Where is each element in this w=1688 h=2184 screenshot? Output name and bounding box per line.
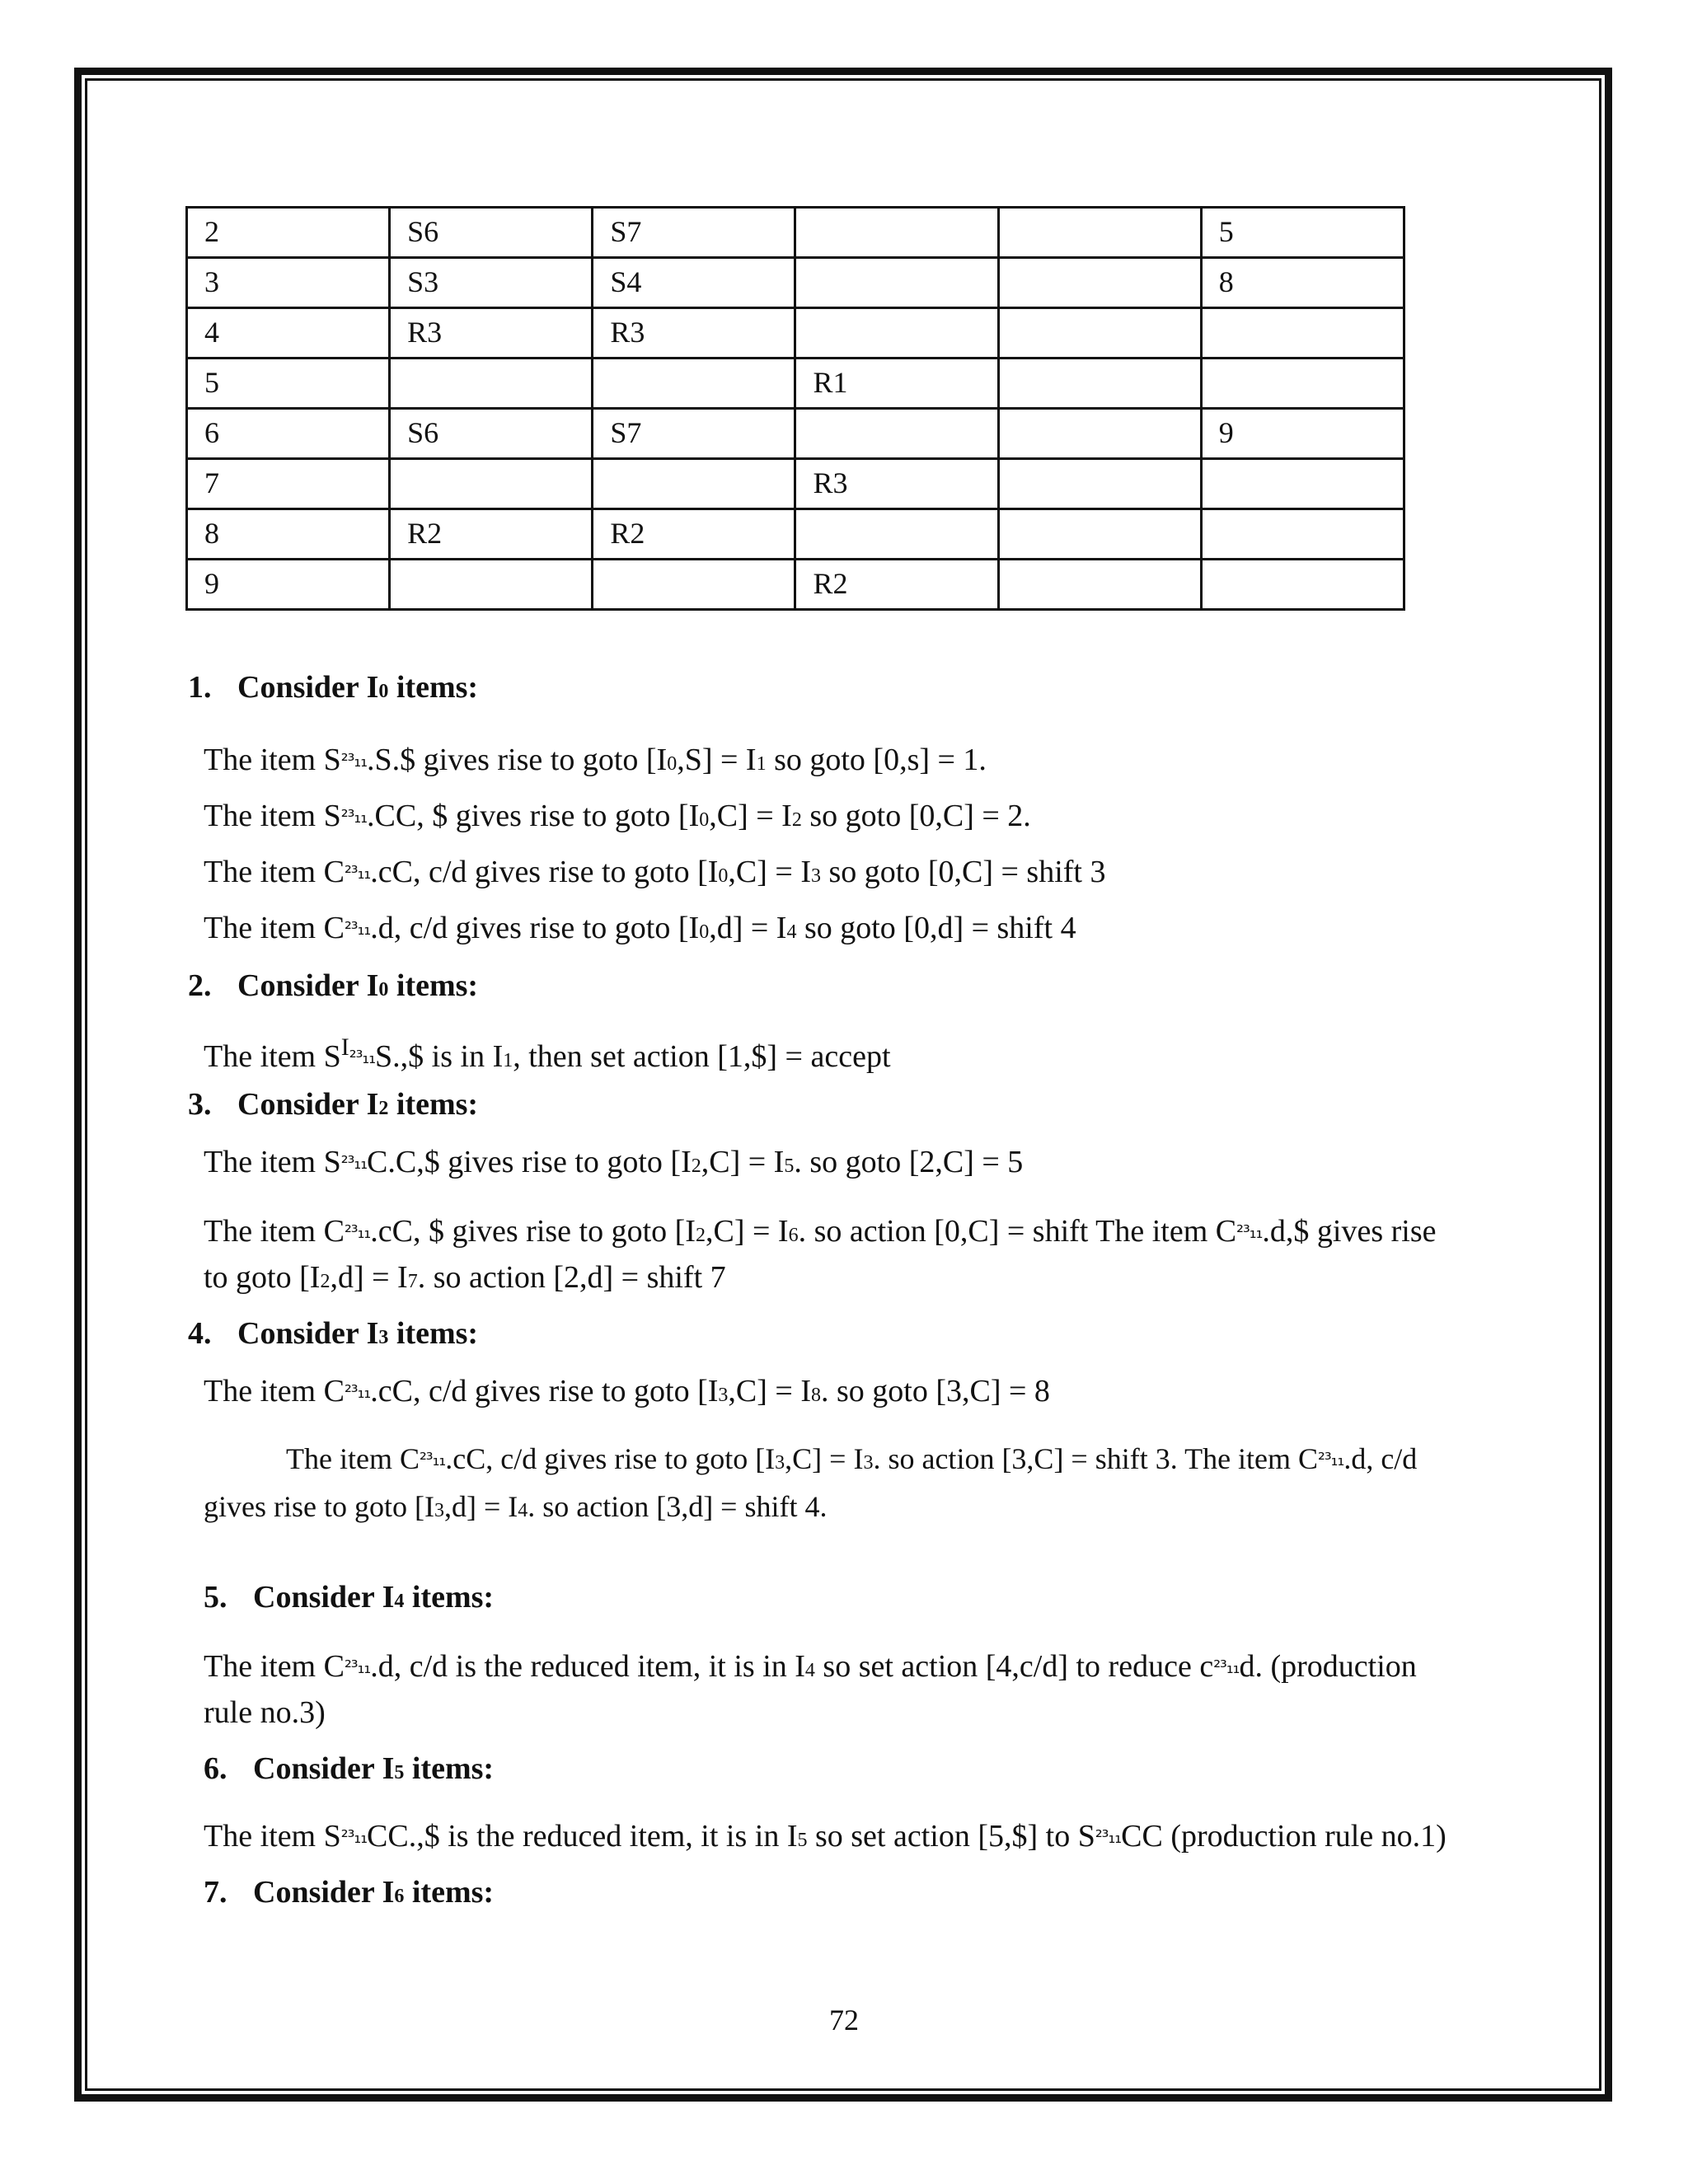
table-cell — [998, 509, 1201, 560]
table-cell — [593, 560, 795, 610]
table-row — [187, 560, 1404, 610]
table-cell — [795, 308, 998, 359]
heading-consider-i0: 1. Consider I0 items: — [188, 670, 479, 705]
s4-line3: gives rise to goto [I3,d] = I4. so action [3,d] = shift 4. — [204, 1490, 828, 1523]
table-row — [187, 308, 1404, 359]
table-cell: 9 — [187, 560, 390, 610]
heading-consider-i0-second: 2. Consider I0 items: — [188, 968, 479, 1003]
table-cell — [593, 459, 795, 509]
table-cell: R3 — [795, 459, 998, 509]
table-cell — [1201, 560, 1404, 610]
table-cell — [998, 258, 1201, 308]
arrow-symbol: ²³₁₁ — [1213, 1657, 1240, 1678]
s1-line2: The item S²³₁₁.CC, $ gives rise to goto [I0,C] = I2 so goto [0,C] = 2. — [204, 799, 1031, 833]
s1-line4: The item C²³₁₁.d, c/d gives rise to goto [I0,d] = I4 so goto [0,d] = shift 4 — [204, 911, 1076, 945]
table-cell: S7 — [593, 409, 795, 459]
heading-consider-i5: 6. Consider I5 items: — [204, 1751, 495, 1786]
arrow-symbol: ²³₁₁ — [419, 1450, 446, 1470]
table-cell — [1201, 359, 1404, 409]
arrow-symbol: ²³₁₁ — [344, 1222, 371, 1243]
table-cell: R2 — [390, 509, 593, 560]
arrow-symbol: ²³₁₁ — [1236, 1222, 1263, 1243]
table-cell: R3 — [593, 308, 795, 359]
arrow-symbol: ²³₁₁ — [344, 1382, 371, 1403]
arrow-symbol: ²³₁₁ — [344, 863, 371, 883]
s5-line1: The item C²³₁₁.d, c/d is the reduced item, it is in I4 so set action [4,c/d] to reduce c²³₁₁d. (production — [204, 1649, 1417, 1684]
table-cell — [795, 208, 998, 258]
s6-line1: The item S²³₁₁CC.,$ is the reduced item, it is in I5 so set action [5,$] to S²³₁₁CC (production rule no.1) — [204, 1819, 1447, 1854]
table-cell — [795, 409, 998, 459]
table-cell — [390, 560, 593, 610]
table-cell — [593, 359, 795, 409]
page-number: 72 — [829, 2004, 859, 2036]
table-cell — [795, 509, 998, 560]
table-row — [187, 258, 1404, 308]
table-cell: R1 — [795, 359, 998, 409]
table-cell: 2 — [187, 208, 390, 258]
s3-line2: The item C²³₁₁.cC, $ gives rise to goto [I2,C] = I6. so action [0,C] = shift The item C²³₁₁.d,$ gives rise — [204, 1214, 1437, 1249]
arrow-symbol: ²³₁₁ — [1095, 1827, 1122, 1848]
table-cell: 4 — [187, 308, 390, 359]
table-cell — [998, 560, 1201, 610]
table-cell — [1201, 509, 1404, 560]
table-cell — [998, 208, 1201, 258]
s4-line2: The item C²³₁₁.cC, c/d gives rise to goto [I3,C] = I3. so action [3,C] = shift 3. The item C²³₁₁.d, c/d — [286, 1442, 1418, 1475]
heading-consider-i3: 4. Consider I3 items: — [188, 1316, 479, 1351]
table-cell: R2 — [795, 560, 998, 610]
table-cell — [1201, 459, 1404, 509]
table-row — [187, 208, 1404, 258]
arrow-symbol: ²³₁₁ — [340, 1827, 368, 1848]
table-cell: S3 — [390, 258, 593, 308]
table-cell — [1201, 308, 1404, 359]
table-cell: 5 — [187, 359, 390, 409]
table-cell — [390, 459, 593, 509]
heading-consider-i2: 3. Consider I2 items: — [188, 1087, 479, 1122]
table-cell — [998, 359, 1201, 409]
arrow-symbol: ²³₁₁ — [344, 919, 371, 940]
table-row — [187, 409, 1404, 459]
arrow-symbol: ²³₁₁ — [349, 1047, 376, 1068]
table-cell — [998, 409, 1201, 459]
table-row — [187, 509, 1404, 560]
parsing-table — [185, 206, 1405, 611]
s2-line1: The item $S^I^{23}_{11}S.,\$$ is in I1, then set action [1,$] = accept — [204, 1033, 891, 1074]
table-cell: S6 — [390, 208, 593, 258]
arrow-symbol: ²³₁₁ — [344, 1657, 371, 1678]
arrow-symbol: ²³₁₁ — [340, 807, 368, 827]
heading-consider-i4: 5. Consider I4 items: — [204, 1580, 495, 1615]
s4-line1: The item C²³₁₁.cC, c/d gives rise to goto [I3,C] = I8. so goto [3,C] = 8 — [204, 1374, 1050, 1408]
s3-line3: to goto [I2,d] = I7. so action [2,d] = shift 7 — [204, 1260, 726, 1295]
s3-line1: The item S²³₁₁C.C,$ gives rise to goto [I2,C] = I5. so goto [2,C] = 5 — [204, 1145, 1024, 1179]
table-cell: R3 — [390, 308, 593, 359]
s1-line1: The item S²³₁₁.S.$ gives rise to goto [I0,S] = I1 so goto [0,s] = 1. — [204, 743, 987, 777]
arrow-symbol: ²³₁₁ — [340, 751, 368, 771]
table-cell — [390, 359, 593, 409]
arrow-symbol: ²³₁₁ — [1318, 1450, 1344, 1470]
table-row — [187, 459, 1404, 509]
s5-line2: rule no.3) — [204, 1695, 326, 1730]
table-cell — [795, 258, 998, 308]
table-cell: 5 — [1201, 208, 1404, 258]
s1-line3: The item C²³₁₁.cC, c/d gives rise to goto [I0,C] = I3 so goto [0,C] = shift 3 — [204, 855, 1106, 889]
table-cell: 9 — [1201, 409, 1404, 459]
table-row — [187, 359, 1404, 409]
arrow-symbol: ²³₁₁ — [340, 1153, 368, 1174]
table-cell: 6 — [187, 409, 390, 459]
table-cell: 8 — [1201, 258, 1404, 308]
table-cell: 8 — [187, 509, 390, 560]
table-cell: S6 — [390, 409, 593, 459]
table-cell: R2 — [593, 509, 795, 560]
table-cell: 7 — [187, 459, 390, 509]
table-cell: S4 — [593, 258, 795, 308]
table-cell: 3 — [187, 258, 390, 308]
table-cell — [998, 308, 1201, 359]
table-cell — [998, 459, 1201, 509]
table-cell: S7 — [593, 208, 795, 258]
heading-consider-i6: 7. Consider I6 items: — [204, 1875, 495, 1910]
